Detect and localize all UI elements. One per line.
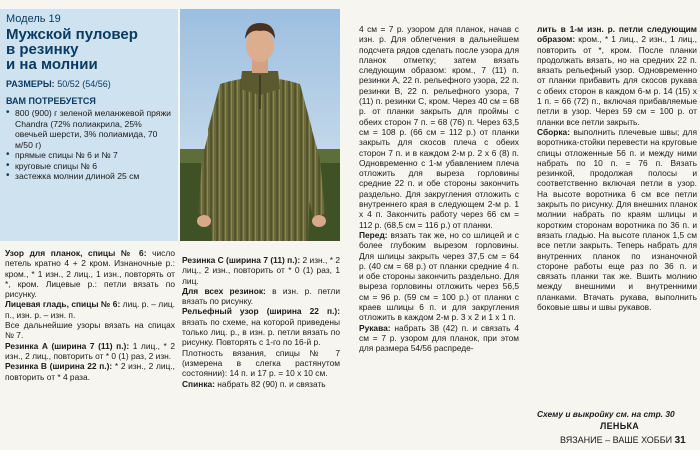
scheme-reference: Схему и выкройку см. на стр. 30 (537, 409, 675, 419)
paragraph: Лицевая гладь, спицы № 6: лиц. р. – лиц. п., изн. р. – изн. п. (5, 299, 176, 320)
magazine-footer (560, 435, 686, 446)
materials-item: • круговые спицы № 6 (6, 161, 172, 172)
model-label: Модель 19 (6, 13, 61, 25)
sweater-model-illustration (180, 9, 340, 241)
materials-heading: ВАМ ПОТРЕБУЕТСЯ (6, 96, 96, 106)
title-line: Мужской пуловер (6, 26, 138, 43)
paragraph: Все дальнейшие узоры вязать на спицах № 7. (5, 320, 175, 341)
paragraph: Резинка С (ширина 7 (11) п.): 2 изн., * 2 лиц., 2 изн., повторить от * 0 (1) раз, 1 лиц. (182, 255, 340, 286)
magazine-name: ВЯЗАНИЕ – ВАШЕ ХОББИ (560, 435, 673, 445)
paragraph: 4 см = 7 р. узором для планок, начав с изн. р. Для облегчения в дальнейшем подсчета рядов сделать после узора для планок отметку; затем вязать следующим образом: кром., 7 (11) п. резинки А, 22 п. рельефного узора, 22 п. резинки В, 22 п. рельефного узора, 7 (11) п. резинки С, кром. Через 40 см = 68 р. от планки закрыть для проймы с обеих сторон 7 п. = 68 (76) п. Через 63,5 см = 108 р. (66 см = 112 р.) от планки закрыть для скосов плеча с обеих сторон 7 п. и в каждом 2-м р. 2 х 6 (8) п. Одновременно с 1-м убавлением плеча отложить для выреза горловины средние 22 п. и обе стороны закончить раздельно. Для закругления отложить с внутреннего края в следующем 2-м р. 1 х 4 п. Закончить работу через 66 см = 112 р. (68,5 см = 116 р.) от планки. (359, 24, 520, 230)
page-number: 31 (674, 435, 686, 446)
paragraph: Сборка: выполнить плечевые швы; для воротника-стойки перевести на круговые спицы отложенные 56 п. и между ними набрать по 10 п. = 76 п. Вязать резинкой, продолжая полосы и соответственно включая петли в узор. На высоте воротника 6 см все петли закрыть по рисунку. Для внешних планок молнии набрать по краям шлицы и коротким сторонам воротника по 36 п. и вязать гладью. На высоте планок 1,5 см все петли закрыть. Теперь набрать для внутренних планок по изнаночной стороне работы еще раз по 36 п. и связать планки так же. Вшить молнию между внешними и внутренними планками. Втачать рукава, выполнить боковые швы и швы рукавов. (537, 126, 697, 313)
model-photo (180, 9, 340, 241)
title-line: и на молнии (6, 56, 98, 73)
column-3 (359, 24, 519, 354)
info-box (0, 9, 178, 241)
column-2 (182, 255, 340, 389)
paragraph: Узор для планок, спицы № 6: число петель кратно 4 + 2 кром. Изнаночные р.: кром., * 1 изн., 2 лиц., 1 изн., повторять от *, кром. Лицевые р.: петли вязать по рисунку. (5, 248, 175, 300)
paragraph: Рельефный узор (ширина 22 п.): вязать по схеме, на которой приведены только лиц. р., в изн. р. петли вязать по рисунку. Повторять с 1-го по 16-й р. (182, 306, 340, 348)
column-1 (5, 248, 175, 382)
sizes-value: 50/52 (54/56) (57, 79, 111, 89)
materials-list (6, 108, 172, 182)
column-4 (537, 24, 697, 312)
materials-item: • прямые спицы № 6 и № 7 (6, 150, 172, 161)
paragraph: Плотность вязания, спицы № 7 (измерена в слегка растянутом состоянии): 14 п. и 17 р. = 10 х 10 см. (182, 347, 340, 379)
paragraph: Перед: вязать так же, но со шлицей и с более глубоким вырезом горловины. Для шлицы закрыть через 37,5 см = 64 р. (40 см = 68 р.) от планки средние 4 п. и обе стороны закончить раздельно. Для выреза горловины отложить через 56,5 см = 96 р. (59 см = 100 р.) от планки с краев шлицы 6 п. и для закругления отложить в каждом 2-м р. 3 х 2 и 1 х 1 п. (359, 229, 519, 323)
paragraph: Для всех резинок: в изн. р. петли вязать по рисунку. (182, 285, 340, 307)
materials-item: • застежка молнии длиной 25 см (6, 171, 172, 182)
author-name: ЛЕНЬКА (600, 421, 640, 431)
sizes-label: РАЗМЕРЫ: (6, 79, 55, 89)
materials-item: • 800 (900) г зеленой меланжевой пряжи Chandra (72% полиакрила, 25% овечьей шерсти, 3% полиамида, 70 м/50 г) (6, 108, 172, 150)
pattern-title (6, 27, 172, 72)
paragraph: Спинка: набрать 82 (90) п. и связать (182, 378, 326, 389)
paragraph: Резинка В (ширина 22 п.): * 2 изн., 2 лиц., повторить от * 4 раза. (5, 361, 175, 382)
paragraph: Рукава: набрать 38 (42) п. и связать 4 см = 7 р. узором для планок, при этом для размера 54/56 распреде- (359, 322, 519, 354)
paragraph: Резинка А (ширина 7 (11) п.): 1 лиц., * 2 изн., 2 лиц., повторить от * 0 (1) раз, 2 изн. (5, 340, 176, 361)
sizes-line (6, 79, 172, 89)
title-line: в резинку (6, 41, 79, 58)
paragraph: лить в 1-м изн. р. петли следующим образом: кром., * 1 лиц., 2 изн., 1 лиц., повторить от *, кром. После планки продолжать вязать, но на средних 22 п. вязать рельефный узор. Одновременно от планки прибавить для скосов рукава с обеих сторон в каждом 6-м р. 14 (15) х 1 п. = 66 (72) п., включая прибавляемые петли в узор. Через 59 см = 100 р. от планки все петли закрыть. (537, 24, 697, 127)
